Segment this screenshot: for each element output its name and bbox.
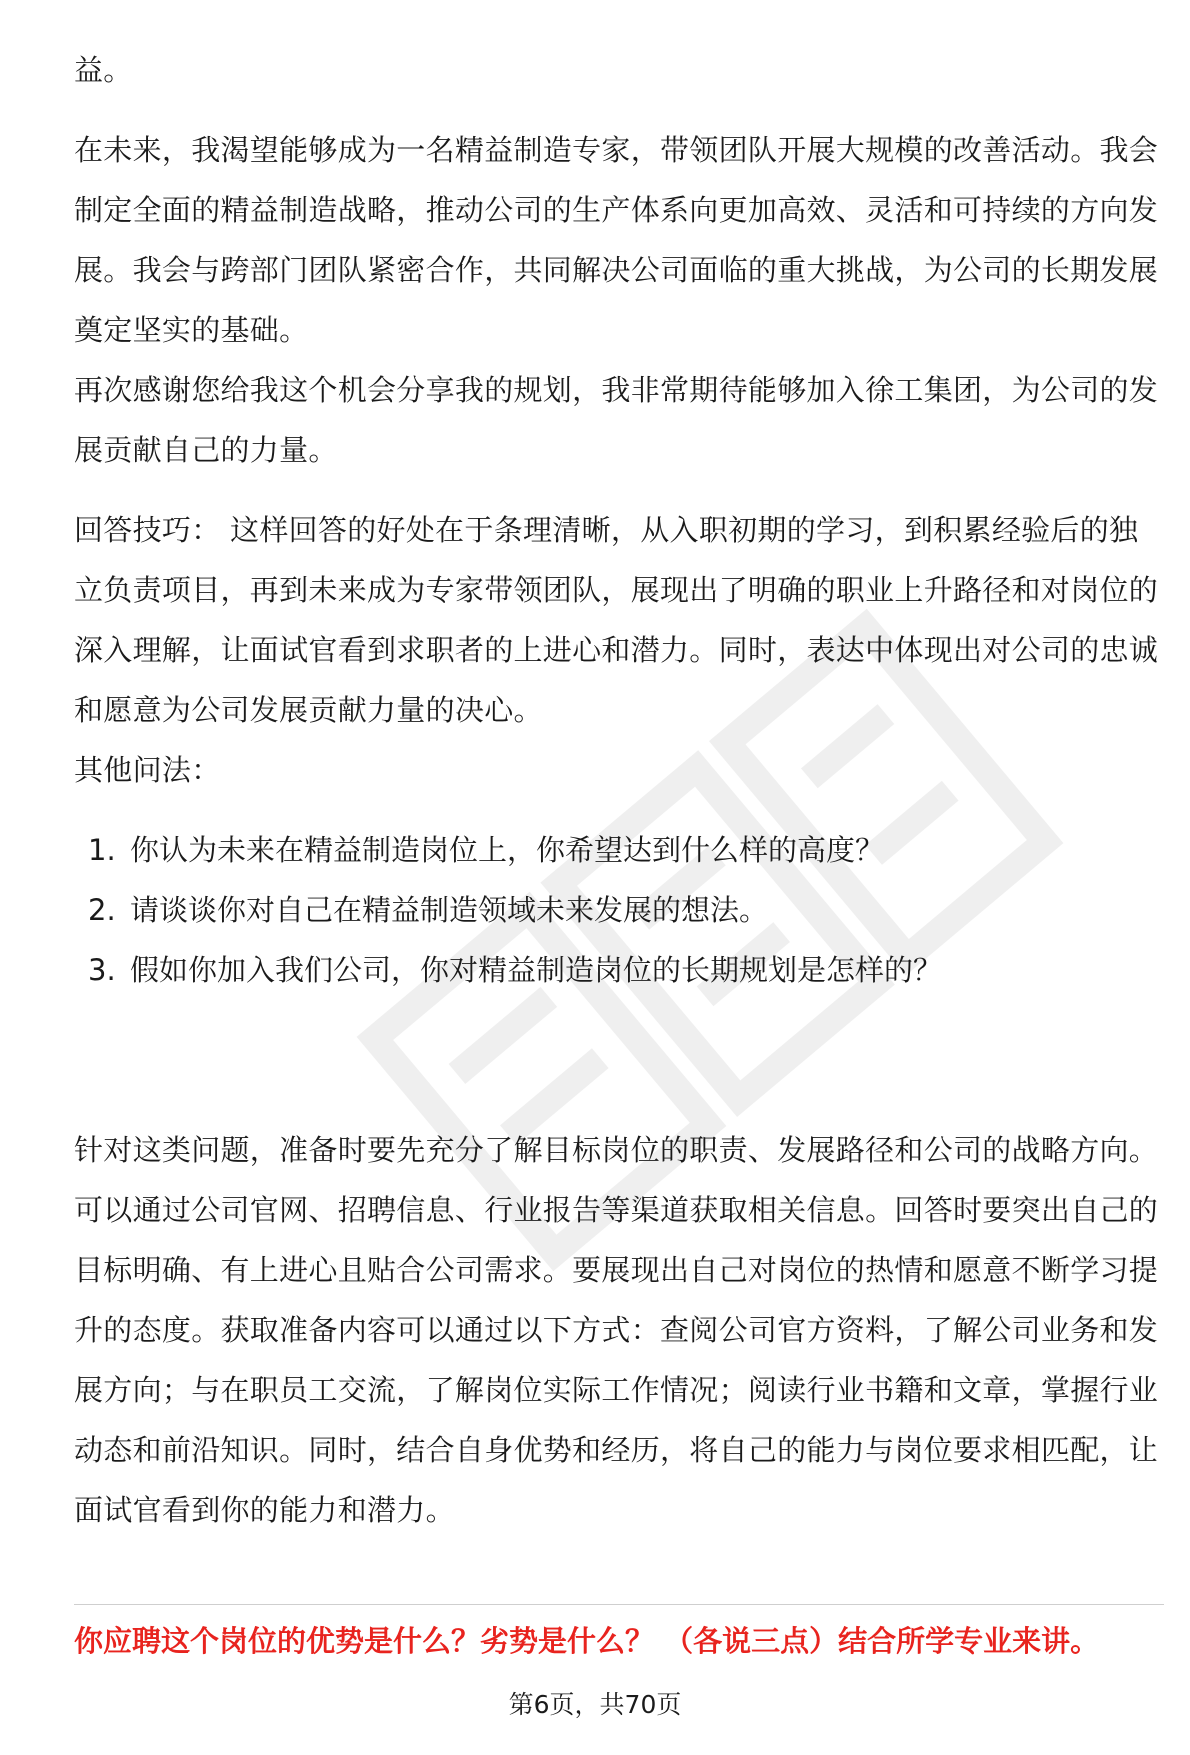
next-question-heading: 你应聘这个岗位的优势是什么？劣势是什么？ （各说三点）结合所学专业来讲。 bbox=[74, 1624, 1100, 1658]
list-item bbox=[74, 880, 1164, 940]
list-item-text: 假如你加入我们公司，你对精益制造岗位的长期规划是怎样的？ bbox=[130, 953, 943, 987]
paragraph-preparation-advice: 针对这类问题，准备时要先充分了解目标岗位的职责、发展路径和公司的战略方向。可以通过公司官网、招聘信息、行业报告等渠道获取相关信息。回答时要突出自己的目标明确、有上进心且贴合公司需求。要展现出自己对岗位的热情和愿意不断学习提升的态度。获取准备内容可以通过以下方式：查阅公司官方资料，了解公司业务和发展方向；与在职员工交流，了解岗位实际工作情况；阅读行业书籍和文章，掌握行业动态和前沿知识。同时，结合自身优势和经历，将自己的能力与岗位要求相匹配，让面试官看到你的能力和潜力。 bbox=[74, 1133, 1159, 1527]
paragraph-continuation: 益。 bbox=[74, 53, 133, 87]
list-item-number: 1. bbox=[88, 833, 116, 867]
list-item bbox=[74, 820, 1164, 880]
list-item-number: 2. bbox=[88, 893, 116, 927]
paragraph-answer-tips: 回答技巧： 这样回答的好处在于条理清晰，从入职初期的学习，到积累经验后的独立负责项目，再到未来成为专家带领团队，展现出了明确的职业上升路径和对岗位的深入理解，让面试官看到求职者的上进心和潜力。同时，表达中体现出对公司的忠诚和愿意为公司发展贡献力量的决心。 bbox=[74, 513, 1159, 727]
list-item-number: 3. bbox=[88, 953, 116, 987]
paragraph-thanks: 再次感谢您给我这个机会分享我的规划，我非常期待能够加入徐工集团，为公司的发展贡献自己的力量。 bbox=[74, 373, 1159, 467]
divider bbox=[74, 1604, 1164, 1605]
list-item bbox=[74, 940, 1164, 1000]
paragraph-future-plan: 在未来，我渴望能够成为一名精益制造专家，带领团队开展大规模的改善活动。我会制定全面的精益制造战略，推动公司的生产体系向更加高效、灵活和可持续的方向发展。我会与跨部门团队紧密合作，共同解决公司面临的重大挑战，为公司的长期发展奠定坚实的基础。 bbox=[74, 133, 1159, 347]
heading-other-questions: 其他问法： bbox=[74, 753, 221, 787]
other-questions-list bbox=[74, 820, 1164, 1000]
page-number: 第6页，共70页 bbox=[508, 1690, 682, 1719]
list-item-text: 请谈谈你对自己在精益制造领域未来发展的想法。 bbox=[130, 893, 769, 927]
list-item-text: 你认为未来在精益制造岗位上，你希望达到什么样的高度？ bbox=[130, 833, 885, 867]
